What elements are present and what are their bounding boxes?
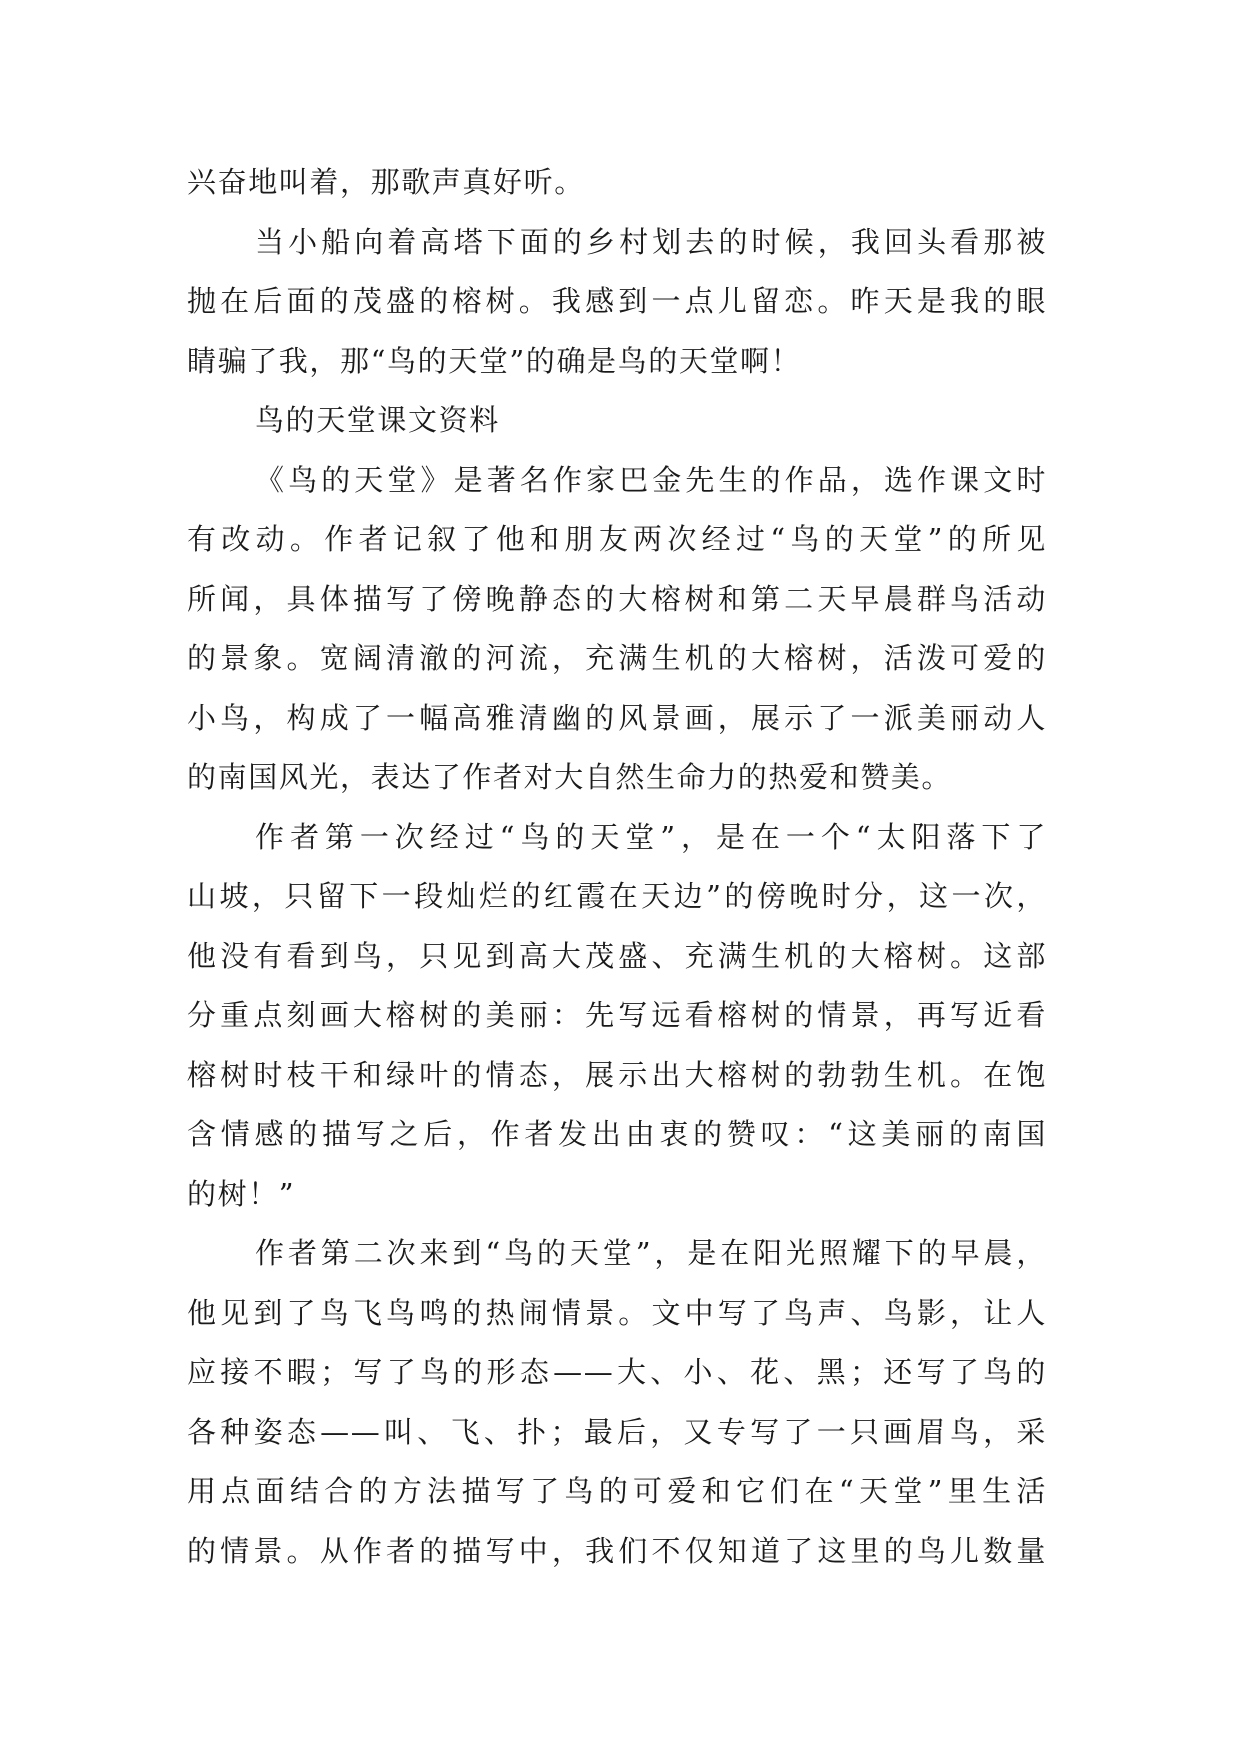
- text-line: 抛在后面的茂盛的榕树。我感到一点儿留恋。昨天是我的眼: [187, 284, 1047, 318]
- document-body-text: [187, 153, 1047, 1581]
- text-line: 山坡，只留下一段灿烂的红霞在天边”的傍晚时分，这一次，: [187, 879, 1047, 913]
- paragraph-first-line: 作者第一次经过“鸟的天堂”，是在一个“太阳落下了: [255, 819, 1047, 854]
- text-line: 兴奋地叫着，那歌声真好听。: [187, 165, 585, 199]
- paragraph-first-line: 鸟的天堂课文资料: [255, 403, 500, 437]
- text-line: 含情感的描写之后，作者发出由衷的赞叹：“这美丽的南国: [187, 1117, 1047, 1151]
- text-line: 有改动。作者记叙了他和朋友两次经过“鸟的天堂”的所见: [187, 522, 1047, 556]
- text-line: 榕树时枝干和绿叶的情态，展示出大榕树的勃勃生机。在饱: [187, 1057, 1047, 1092]
- text-line: 的南国风光，表达了作者对大自然生命力的热爱和赞美。: [187, 760, 953, 794]
- paragraph-first-line: 当小船向着高塔下面的乡村划去的时候，我回头看那被: [255, 224, 1047, 259]
- text-line: 所闻，具体描写了傍晚静态的大榕树和第二天早晨群鸟活动: [187, 581, 1047, 616]
- text-line: 用点面结合的方法描写了鸟的可爱和它们在“天堂”里生活: [187, 1474, 1047, 1508]
- text-line: 的景象。宽阔清澈的河流，充满生机的大榕树，活泼可爱的: [187, 641, 1047, 675]
- paragraph-first-line: 《鸟的天堂》是著名作家巴金先生的作品，选作课文时: [255, 462, 1047, 497]
- text-line: 小鸟，构成了一幅高雅清幽的风景画，展示了一派美丽动人: [187, 700, 1047, 735]
- text-line: 各种姿态——叫、飞、扑；最后，又专写了一只画眉鸟，采: [187, 1414, 1047, 1449]
- text-line: 睛骗了我，那“鸟的天堂”的确是鸟的天堂啊！: [187, 343, 802, 378]
- text-line: 他没有看到鸟，只见到高大茂盛、充满生机的大榕树。这部: [187, 938, 1047, 973]
- text-line: 应接不暇；写了鸟的形态——大、小、花、黑；还写了鸟的: [187, 1355, 1047, 1389]
- text-line: 的情景。从作者的描写中，我们不仅知道了这里的鸟儿数量: [187, 1533, 1047, 1568]
- text-line: 分重点刻画大榕树的美丽：先写远看榕树的情景，再写近看: [187, 998, 1047, 1032]
- text-line: 他见到了鸟飞鸟鸣的热闹情景。文中写了鸟声、鸟影，让人: [187, 1295, 1047, 1330]
- text-line: 的树！”: [187, 1176, 296, 1211]
- paragraph-first-line: 作者第二次来到“鸟的天堂”，是在阳光照耀下的早晨，: [255, 1236, 1047, 1270]
